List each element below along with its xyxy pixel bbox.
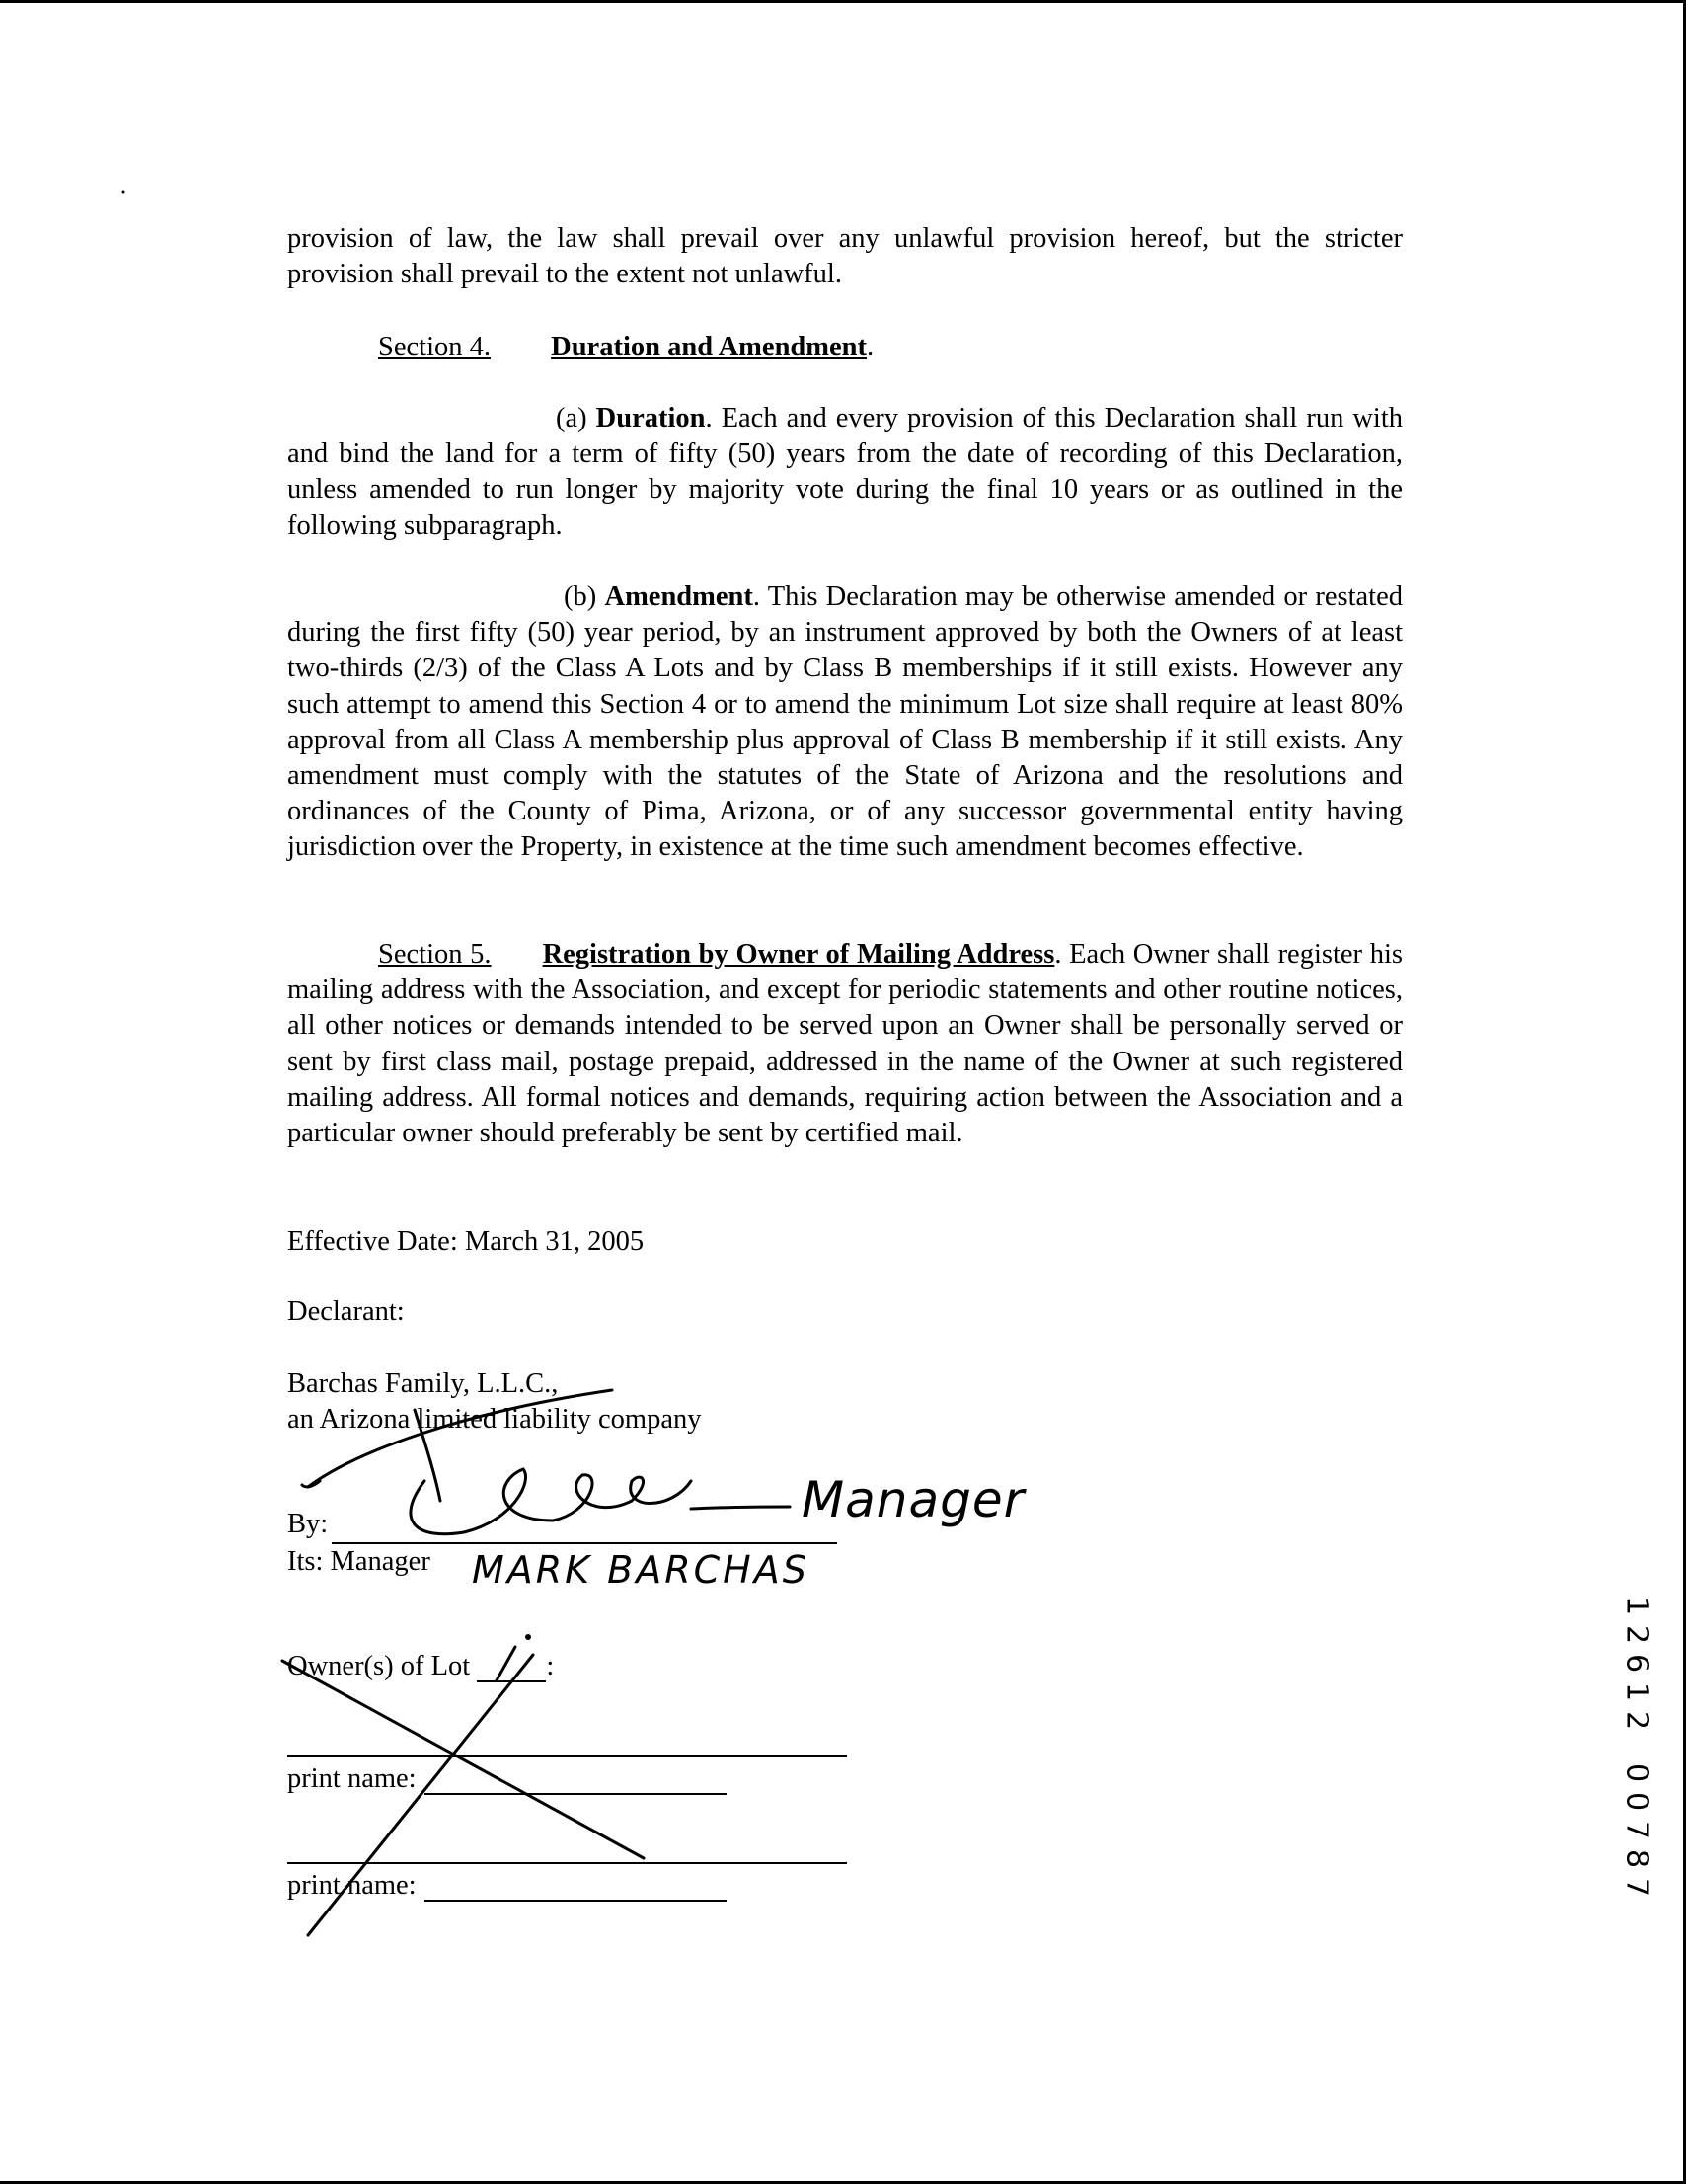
lot-slash	[497, 1647, 515, 1680]
duration-paragraph: (a) Duration. Each and every provision of this Declaration shall run with and bind the land for a term of fifty (50) years from the date of recording of this Declaration, unless amended to run longer by majority vote during the final 10 years or as outlined in the following subparagraph.	[287, 403, 1403, 541]
owner-lot-label: Owner(s) of Lot :	[287, 1651, 555, 1681]
company-name: Barchas Family, L.L.C.,	[287, 1368, 559, 1399]
intro-paragraph: provision of law, the law shall prevail over any unlawful provision hereof, but the stricter provision shall prevail to the extent not unlawful.	[287, 223, 1403, 290]
handwritten-name: MARK BARCHAS	[472, 1548, 809, 1592]
section-4-title: Duration and Amendment	[551, 332, 867, 362]
amendment-title: Amendment	[604, 582, 753, 612]
ink-dot	[525, 1634, 531, 1640]
section-4-heading: Section 4. Duration and Amendment.	[378, 332, 875, 362]
its-manager-label: Its: Manager	[287, 1546, 430, 1577]
cross-out-x	[282, 1655, 644, 1935]
print-name-label-1: print name:	[287, 1763, 417, 1794]
section-4-label: Section 4.	[378, 332, 491, 362]
handwritten-manager: Manager	[802, 1471, 1026, 1528]
section-5-label: Section 5.	[378, 939, 492, 970]
section-5-paragraph: Section 5. Registration by Owner of Mailing Address. Each Owner shall register his mailing address with the Association, and except for periodic statements and other routine notices, all other notices or demands intended to be served upon an Owner shall be personally served or sent by first class mail, postage prepaid, addressed in the name of the Owner at such registered mailing address. All formal notices and demands, requiring action between the Association and a particular owner should preferably be sent by certified mail.	[287, 939, 1403, 1149]
by-label: By:	[287, 1509, 329, 1539]
signature-scribble	[302, 1390, 790, 1534]
declarant-label: Declarant:	[287, 1296, 405, 1327]
side-stamp-number: 1 2 6 1 2 0 0 7 8 7	[1619, 1596, 1654, 1898]
amendment-paragraph: (b) Amendment. This Declaration may be otherwise amended or restated during the first fifty (50) year period, by an instrument approved by both the Owners of at least two-thirds (2/3) of the Class A Lots and by Class B memberships if it still exists. However any such attempt to amend this Section 4 or to amend the minimum Lot size shall require at least 80% approval from all Class A membership plus approval of Class B membership if it still exists. Any amendment must comply with the statutes of the State of Arizona and the resolutions and ordinances of the County of Pima, Arizona, or of any successor governmental entity having jurisdiction over the Property, in existence at the time such amendment becomes effective.	[287, 582, 1404, 863]
duration-title: Duration	[595, 403, 706, 433]
company-description: an Arizona limited liability company	[287, 1404, 702, 1435]
print-name-label-2: print name:	[287, 1870, 417, 1901]
scan-speck	[122, 191, 125, 194]
effective-date: Effective Date: March 31, 2005	[287, 1226, 645, 1257]
section-5-title: Registration by Owner of Mailing Address	[542, 939, 1055, 970]
